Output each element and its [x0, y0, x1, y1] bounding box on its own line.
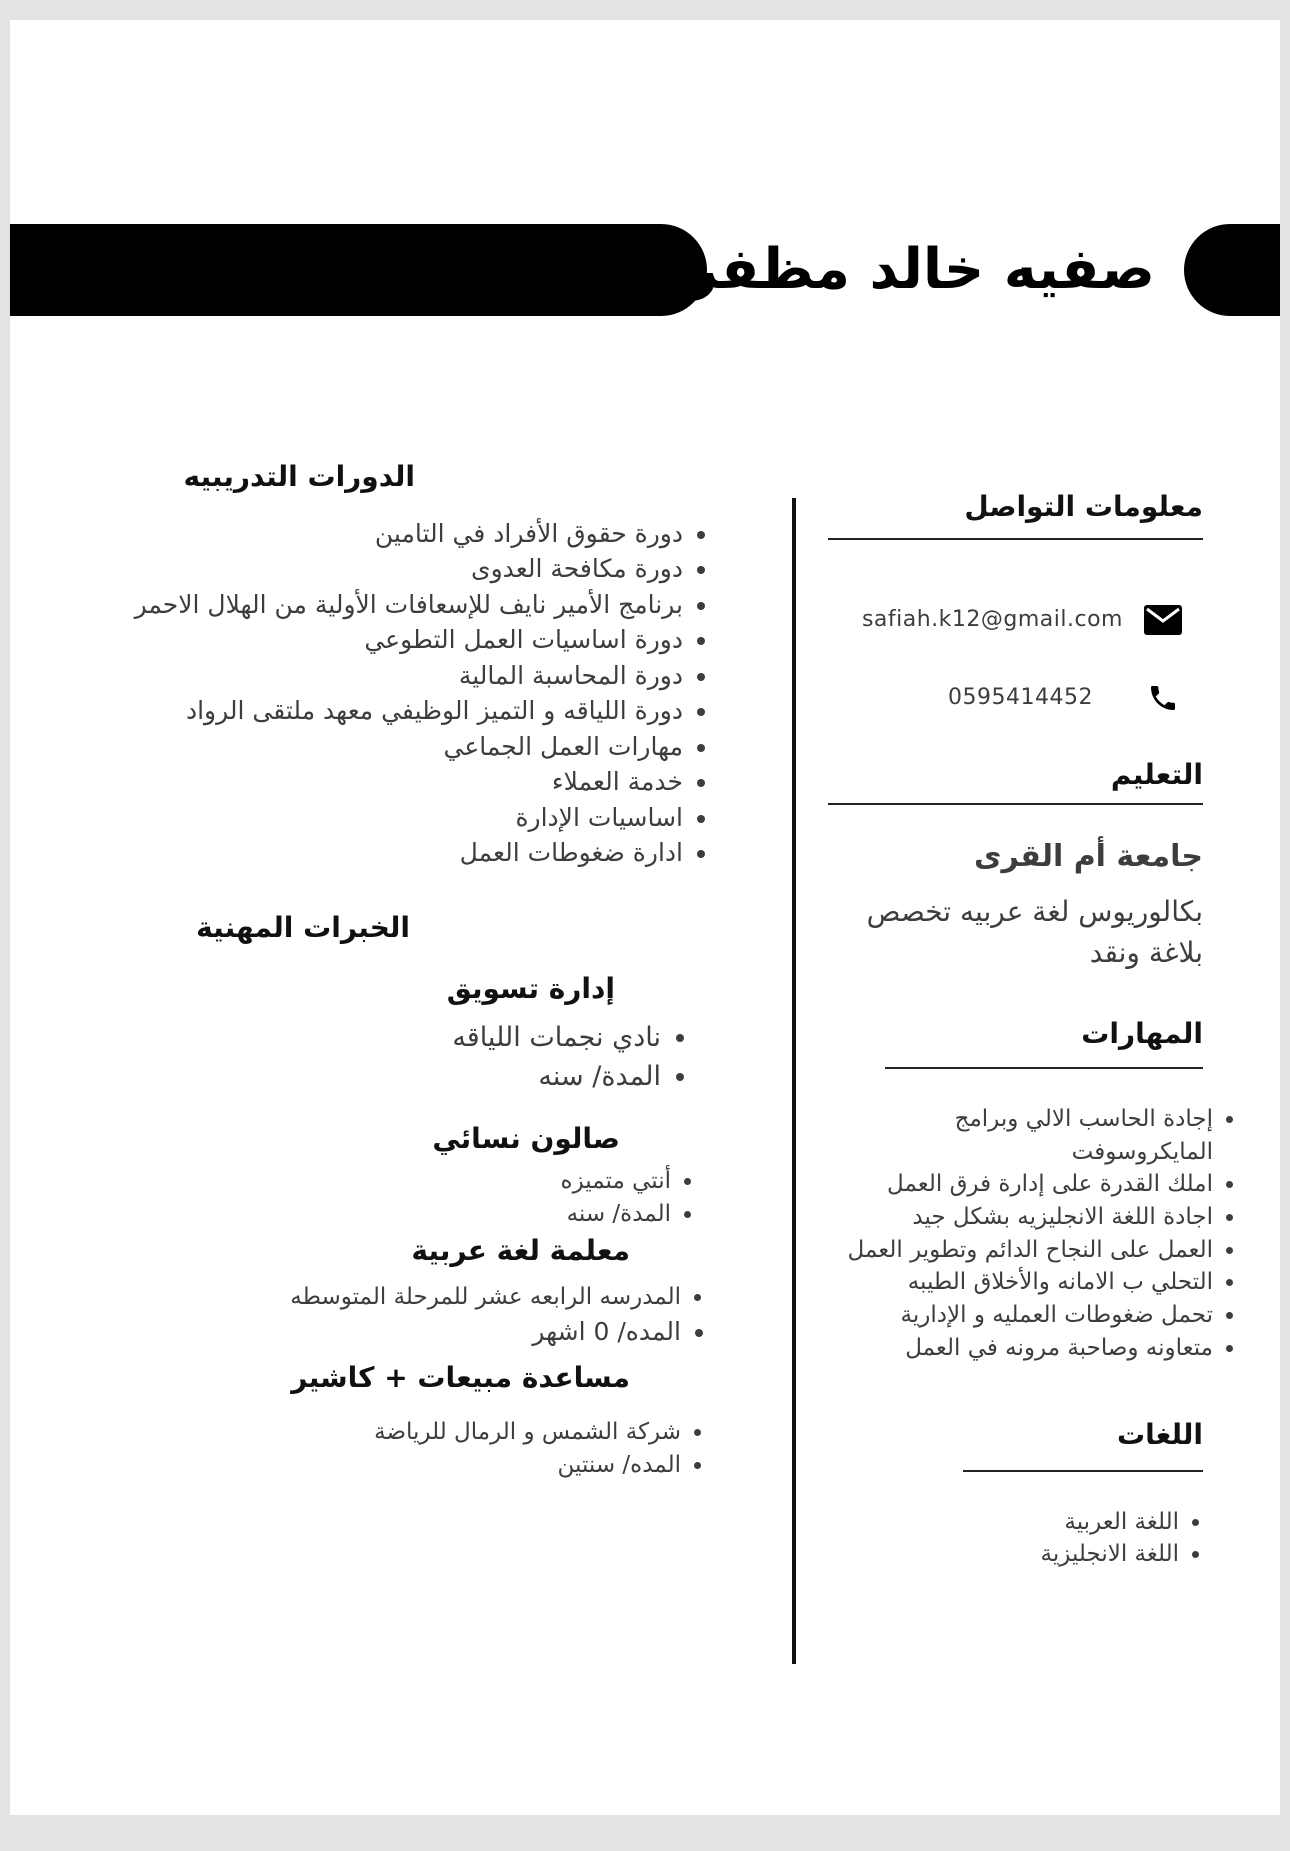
job-details [105, 1165, 705, 1230]
experience-section [105, 911, 755, 1482]
list-item: • دورة مكافحة العدوى [105, 551, 683, 587]
email-text[interactable]: safiah.k12@gmail.com [861, 607, 1123, 633]
phone-icon [1123, 682, 1203, 714]
list-item: • المده/ سنتين [105, 1449, 681, 1482]
list-item: • اساسيات الإدارة [105, 800, 683, 836]
courses-title: الدورات التدريبيه [183, 460, 415, 493]
languages-rule [963, 1470, 1203, 1472]
list-item: • ادارة ضغوطات العمل [105, 835, 683, 871]
contact-section [828, 490, 1203, 718]
left-column [105, 460, 755, 1482]
experience-title: الخبرات المهنية [196, 910, 410, 944]
right-column [828, 490, 1213, 1571]
skills-list [828, 1103, 1247, 1364]
education-title: التعليم [1110, 757, 1203, 791]
column-divider [792, 498, 796, 1664]
job-title: مساعدة مبيعات + كاشير [291, 1361, 630, 1395]
list-item: • برنامج الأمير نايف للإسعافات الأولية من الهلال الاحمر [105, 587, 683, 623]
list-item: • نادي نجمات اللياقه [105, 1019, 661, 1057]
resume-page [10, 20, 1280, 1815]
languages-list [828, 1506, 1213, 1571]
list-item: • إجادة الحاسب الالي وبرامج المايكروسوفت [828, 1103, 1213, 1168]
education-rule [828, 803, 1203, 805]
courses-section [105, 460, 755, 871]
job-details [105, 1281, 715, 1349]
list-item: • اللغة الانجليزية [828, 1538, 1179, 1571]
list-item: • مهارات العمل الجماعي [105, 729, 683, 765]
list-item: • متعاونه وصاحبة مرونه في العمل [828, 1332, 1213, 1365]
list-item: • أنتي متميزه [105, 1165, 671, 1198]
list-item: • المدة/ سنه [105, 1058, 661, 1096]
list-item: • املك القدرة على إدارة فرق العمل [828, 1168, 1213, 1201]
skills-section [828, 1017, 1213, 1364]
education-section [828, 758, 1203, 974]
envelope-icon [1123, 605, 1203, 635]
candidate-name: صفيه خالد مظفر [685, 237, 1155, 302]
list-item: • المدة/ سنه [105, 1198, 671, 1231]
job-title: معلمة لغة عربية [411, 1234, 630, 1268]
contact-title: معلومات التواصل [964, 490, 1203, 523]
header-band-right [1184, 224, 1280, 316]
list-item: • التحلي ب الامانه والأخلاق الطيبه [828, 1266, 1213, 1299]
list-item: • شركة الشمس و الرمال للرياضة [105, 1416, 681, 1449]
phone-text[interactable]: 0595414452 [948, 685, 1093, 711]
job-title: إدارة تسويق [446, 972, 615, 1006]
phone-row [858, 678, 1203, 718]
languages-section [828, 1418, 1203, 1571]
email-row [858, 600, 1203, 640]
job-title: صالون نسائي [432, 1121, 620, 1155]
list-item: • العمل على النجاح الدائم وتطوير العمل [828, 1234, 1213, 1267]
list-item: • دورة اللياقه و التميز الوظيفي معهد ملتقى الرواد [105, 693, 683, 729]
list-item: • خدمة العملاء [105, 764, 683, 800]
list-item: • اجادة اللغة الانجليزيه بشكل جيد [828, 1201, 1213, 1234]
languages-title: اللغات [1117, 1418, 1203, 1452]
list-item: • المدرسه الرابعه عشر للمرحلة المتوسطه [105, 1281, 681, 1314]
job-details [105, 1019, 695, 1096]
courses-list [105, 516, 717, 871]
list-item: • المده/ 0 اشهر [105, 1314, 681, 1350]
list-item: • دورة المحاسبة المالية [105, 658, 683, 694]
degree-text: بكالوريوس لغة عربيه تخصص بلاغة ونقد [866, 895, 1203, 969]
job-details [105, 1416, 715, 1481]
university-name: جامعة أم القرى [973, 839, 1203, 875]
list-item: • اللغة العربية [828, 1506, 1179, 1539]
skills-rule [885, 1067, 1203, 1069]
list-item: • دورة اساسيات العمل التطوعي [105, 622, 683, 658]
skills-title: المهارات [1081, 1017, 1203, 1051]
list-item: • دورة حقوق الأفراد في التامين [105, 516, 683, 552]
list-item: • تحمل ضغوطات العمليه و الإدارية [828, 1299, 1213, 1332]
